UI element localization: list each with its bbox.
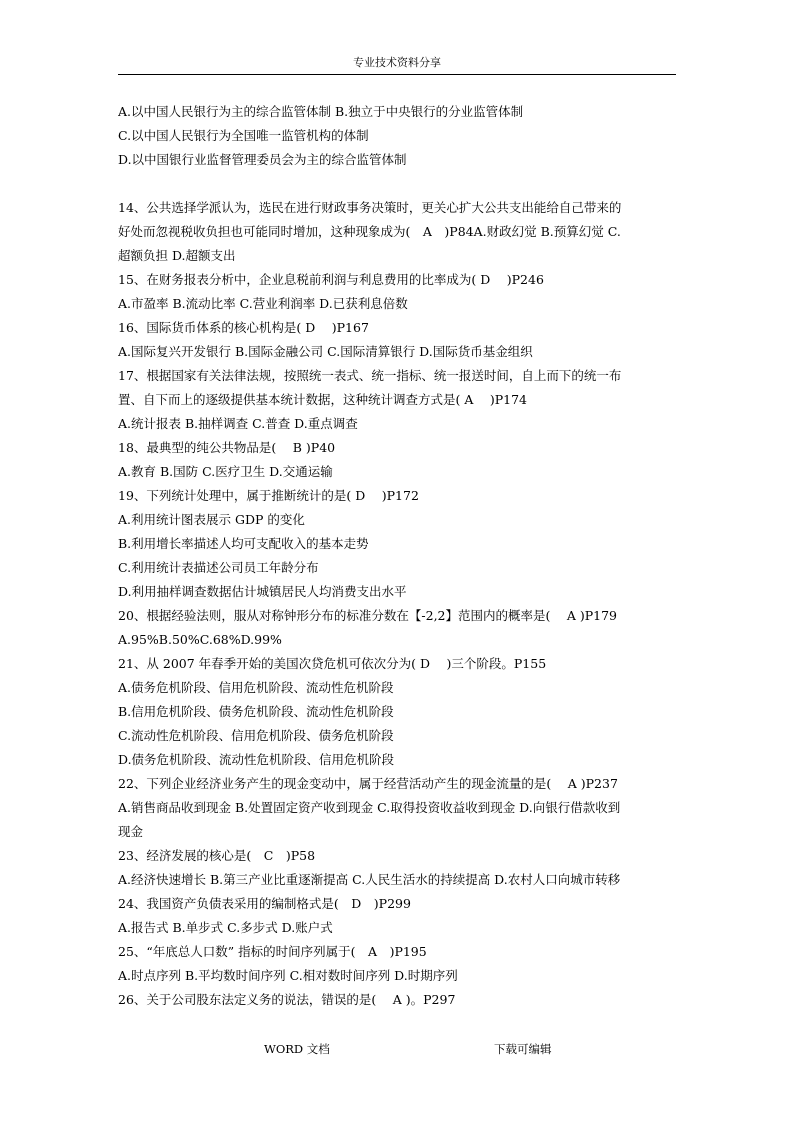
text-line: 16、国际货币体系的核心机构是( D )P167 (118, 320, 369, 335)
text-line: C.利用统计表描述公司员工年龄分布 (118, 560, 319, 575)
text-line: 19、下列统计处理中，属于推断统计的是( D )P172 (118, 488, 419, 503)
text-line: 24、我国资产负债表采用的编制格式是( D )P299 (118, 896, 411, 911)
text-line: A.以中国人民银行为主的综合监管体制 B.独立于中央银行的分业监管体制 (118, 104, 524, 119)
text-line: 置、自下而上的逐级提供基本统计数据，这种统计调查方式是( A )P174 (118, 392, 527, 407)
text-line: 超额负担 D.超额支出 (118, 248, 236, 263)
text-line: 22、下列企业经济业务产生的现金变动中，属于经营活动产生的现金流量的是( A )P237 (118, 776, 618, 791)
text-line: 25、“年底总人口数” 指标的时间序列属于( A )P195 (118, 944, 427, 959)
text-line: A.利用统计图表展示 GDP 的变化 (118, 512, 305, 527)
text-line: B.利用增长率描述人均可支配收入的基本走势 (118, 536, 369, 551)
text-line: A.国际复兴开发银行 B.国际金融公司 C.国际清算银行 D.国际货币基金组织 (118, 344, 533, 359)
text-line: 21、从 2007 年春季开始的美国次贷危机可依次分为( D )三个阶段。P155 (118, 656, 547, 671)
text-line: A.市盈率 B.流动比率 C.营业利润率 D.已获利息倍数 (118, 296, 408, 311)
page-footer (0, 1041, 794, 1057)
text-line: 23、经济发展的核心是( C )P58 (118, 848, 316, 863)
text-line: A.95%B.50%C.68%D.99% (118, 632, 282, 647)
header-title: 专业技术资料分享 (353, 56, 441, 69)
text-line: 14、公共选择学派认为，选民在进行财政事务决策时，更关心扩大公共支出能给自己带来的 (118, 200, 622, 215)
text-line: A.债务危机阶段、信用危机阶段、流动性危机阶段 (118, 680, 394, 695)
text-line: B.信用危机阶段、债务危机阶段、流动性危机阶段 (118, 704, 394, 719)
text-line: 17、根据国家有关法律法规，按照统一表式、统一指标、统一报送时间，自上而下的统一布 (118, 368, 622, 383)
text-line: A.经济快速增长 B.第三产业比重逐渐提高 C.人民生活水的持续提高 D.农村人口向城市转移 (118, 872, 621, 887)
text-line: C.流动性危机阶段、信用危机阶段、债务危机阶段 (118, 728, 394, 743)
footer-left-text: WORD 文档 (264, 1042, 330, 1056)
text-line: A.统计报表 B.抽样调查 C.普查 D.重点调查 (118, 416, 358, 431)
footer-right-text: 下载可编辑 (494, 1042, 552, 1056)
text-line: 20、根据经验法则，服从对称钟形分布的标准分数在【-2,2】范围内的概率是( A )P179 (118, 608, 618, 623)
text-line: 18、最典型的纯公共物品是( B )P40 (118, 440, 336, 455)
page-header (118, 56, 676, 75)
text-line: 15、在财务报表分析中，企业息税前利润与利息费用的比率成为( D )P246 (118, 272, 544, 287)
text-line: A.销售商品收到现金 B.处置固定资产收到现金 C.取得投资收益收到现金 D.向银行借款收到 (118, 800, 621, 815)
text-line: 现金 (118, 824, 144, 839)
text-line: A.教育 B.国防 C.医疗卫生 D.交通运输 (118, 464, 333, 479)
document-body (118, 100, 678, 1012)
text-line: 好处而忽视税收负担也可能同时增加，这种现象成为( A )P84A.财政幻觉 B.预算幻觉 C. (118, 224, 621, 239)
text-line: A.时点序列 B.平均数时间序列 C.相对数时间序列 D.时期序列 (118, 968, 458, 983)
blank-line (118, 172, 678, 196)
text-line: D.利用抽样调查数据估计城镇居民人均消费支出水平 (118, 584, 407, 599)
text-line: D.以中国银行业监督管理委员会为主的综合监管体制 (118, 152, 407, 167)
text-line: 26、关于公司股东法定义务的说法，错误的是( A )。P297 (118, 992, 456, 1007)
text-line: A.报告式 B.单步式 C.多步式 D.账户式 (118, 920, 333, 935)
text-line: C.以中国人民银行为全国唯一监管机构的体制 (118, 128, 369, 143)
text-line: D.债务危机阶段、流动性危机阶段、信用危机阶段 (118, 752, 395, 767)
